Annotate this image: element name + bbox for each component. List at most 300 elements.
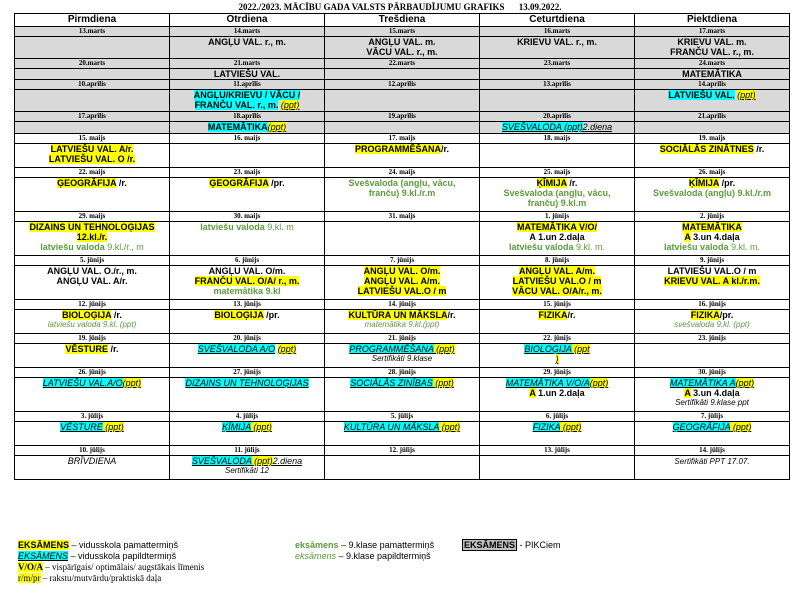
exam-cell — [480, 90, 635, 112]
exam-label: ANGĻU VAL. O/m. — [363, 266, 441, 276]
exam-note: Sertifikāti PPT 17.07. — [674, 457, 750, 466]
header-row — [15, 14, 790, 27]
exam-label: ANGĻU VAL. O./r., m. — [47, 266, 137, 276]
exam-label: LATVIEŠU VAL. — [213, 69, 281, 79]
exam-mode: /pr. — [719, 178, 736, 188]
exam-label: FRANČU VAL. r., m. — [670, 47, 754, 57]
exam-label: ANGĻU VAL. O/m. — [208, 266, 286, 276]
exam-mode: (ppt) — [122, 378, 142, 388]
date-row — [15, 212, 790, 222]
exam-label: ĢEOGRĀFIJA — [209, 178, 269, 188]
exam-cell — [480, 344, 635, 368]
exam-cell — [635, 310, 790, 334]
exam-cell — [170, 37, 325, 59]
content-row — [15, 69, 790, 80]
date-row — [15, 446, 790, 456]
exam-label: MATEMĀTIKA V/O/A — [505, 378, 590, 388]
exam-label: 3.un 4.daļa — [690, 232, 740, 242]
exam-mode: /pr. — [268, 178, 285, 188]
exam-cell — [15, 37, 170, 59]
exam-label: VĒSTURE — [60, 422, 103, 432]
exam-label: PROGRAMMĒŠANA — [354, 144, 441, 154]
date-cell: 19. maijs — [635, 134, 790, 144]
exam-mode: (ppt) — [267, 122, 287, 132]
title-main: 2022./2023. MĀCĪBU GADA VALSTS PĀRBAUDĪJUMU GRAFIKS — [238, 2, 505, 12]
day-header: Pirmdiena — [15, 14, 170, 27]
exam-cell — [480, 69, 635, 80]
exam-label: LATVIEŠU VAL. O /r. — [48, 154, 136, 164]
exam-cell — [170, 222, 325, 256]
exam-label: SVEŠVALODA — [191, 456, 252, 466]
content-row — [15, 422, 790, 446]
exam-mode: /r. — [441, 144, 450, 154]
day-header: Trešdiena — [325, 14, 480, 27]
date-cell: 31. maijs — [325, 212, 480, 222]
exam-label: LATVIEŠU VAL.A/O — [42, 378, 123, 388]
exam-mode: (ppt) — [439, 422, 461, 432]
exam-cell — [325, 266, 480, 300]
exam-mode: 9.kl.(ppt) — [406, 320, 440, 329]
date-cell: 4. jūlijs — [170, 412, 325, 422]
exam-cell — [480, 222, 635, 256]
content-row — [15, 344, 790, 368]
date-cell: 12. jūnijs — [15, 300, 170, 310]
date-cell: 22. jūnijs — [480, 334, 635, 344]
exam-cell — [15, 144, 170, 168]
exam-cell — [170, 344, 325, 368]
exam-cell — [170, 310, 325, 334]
exam-cell — [635, 422, 790, 446]
exam-mode: /r. — [116, 178, 127, 188]
exam-mode: /r. — [108, 344, 119, 354]
exam-cell — [15, 122, 170, 134]
date-cell: 8. jūnijs — [480, 256, 635, 266]
legend-item — [295, 551, 434, 562]
date-row — [15, 59, 790, 69]
exam-cell — [480, 122, 635, 134]
legend-item — [18, 540, 204, 551]
exam-cell — [635, 144, 790, 168]
content-row — [15, 378, 790, 412]
exam-label: ANGĻU VAL. A/m. — [519, 266, 595, 276]
exam-label: franču) 9.kl.m — [527, 198, 587, 208]
date-row — [15, 112, 790, 122]
exam-cell — [325, 456, 480, 480]
exam-label: svešvaloda — [674, 320, 715, 329]
date-cell: 6. jūlijs — [480, 412, 635, 422]
date-cell: 13.marts — [15, 27, 170, 37]
exam-cell — [635, 90, 790, 112]
date-cell: 22.marts — [325, 59, 480, 69]
exam-label: MATEMĀTIKA — [682, 69, 742, 79]
legend-text: - PIKCiem — [517, 540, 561, 550]
exam-label: MATEMĀTIKA — [682, 222, 742, 232]
exam-label: KULTŪRA UN MĀKSLA — [348, 310, 448, 320]
day-header: Otrdiena — [170, 14, 325, 27]
date-row — [15, 27, 790, 37]
date-cell: 23. maijs — [170, 168, 325, 178]
exam-label: franču) 9.kl./r.m — [368, 188, 436, 198]
date-row — [15, 368, 790, 378]
content-row — [15, 122, 790, 134]
legend-text: – rakstu/mutvārdu/praktiskā daļa — [40, 573, 162, 583]
exam-mode: 9.kl./r., m — [104, 242, 144, 252]
exam-label: LATVIEŠU VAL.O / m — [357, 286, 447, 296]
exam-label: BRĪVDIENA — [67, 456, 117, 466]
exam-mode: /r. — [566, 178, 578, 188]
exam-cell — [170, 456, 325, 480]
exam-mode: (ppt) — [589, 378, 609, 388]
exam-label: ĶĪMIJA — [536, 178, 567, 188]
exam-label: ĶĪMIJA — [688, 178, 720, 188]
exam-label: ĢEOGRĀFIJA — [57, 178, 117, 188]
date-row — [15, 412, 790, 422]
exam-label: SVEŠVALODA A/O — [197, 344, 276, 354]
date-cell: 12. jūlijs — [325, 446, 480, 456]
exam-label: SOCIĀLĀS ZINĪBAS — [350, 378, 433, 388]
exam-label: FRANČU VAL. O/A/ r., m. — [194, 276, 300, 286]
exam-mode: 9.kl. m. — [728, 242, 761, 252]
exam-cell — [480, 37, 635, 59]
exam-cell — [15, 178, 170, 212]
date-cell: 20. jūnijs — [170, 334, 325, 344]
date-cell: 15. maijs — [15, 134, 170, 144]
date-cell: 24. maijs — [325, 168, 480, 178]
exam-label: LATVIEŠU VAL.O / m — [667, 266, 757, 276]
exam-label: BIOLOĢIJA — [524, 344, 572, 354]
date-cell: 30. jūnijs — [635, 368, 790, 378]
date-cell: 19. jūnijs — [15, 334, 170, 344]
exam-cell — [325, 422, 480, 446]
exam-label: ANGĻU VAL. m. — [368, 37, 436, 47]
legend-swatch: eksāmens — [295, 551, 337, 561]
date-cell: 18. maijs — [480, 134, 635, 144]
exam-mode: 9.kl. (ppt) — [714, 320, 750, 329]
content-row — [15, 266, 790, 300]
exam-cell — [325, 344, 480, 368]
exam-cell — [480, 422, 635, 446]
exam-schedule-table — [14, 13, 790, 480]
day-header: Ceturtdiena — [480, 14, 635, 27]
date-cell: 13.aprīlis — [480, 80, 635, 90]
exam-cell — [170, 144, 325, 168]
exam-label: MATEMĀTIKA V/O/ — [517, 222, 597, 232]
legend-swatch: r/m/pr — [18, 573, 41, 583]
date-row — [15, 80, 790, 90]
exam-mode: /r. — [447, 310, 456, 320]
exam-cell — [325, 90, 480, 112]
legend-item — [18, 573, 204, 584]
exam-mode: 9.kl. (ppt) — [100, 320, 137, 329]
exam-cell — [325, 122, 480, 134]
date-cell: 19.aprīlis — [325, 112, 480, 122]
exam-cell — [480, 310, 635, 334]
exam-mode: /r. — [567, 310, 576, 320]
exam-mode: 2.diena — [272, 456, 303, 466]
page-title — [0, 2, 800, 12]
date-cell: 22. maijs — [15, 168, 170, 178]
exam-cell — [480, 178, 635, 212]
date-cell: 5. jūlijs — [325, 412, 480, 422]
exam-label: VĒSTURE — [65, 344, 108, 354]
date-row — [15, 134, 790, 144]
exam-cell — [15, 456, 170, 480]
exam-mode: /pr. — [263, 310, 280, 320]
exam-cell — [15, 266, 170, 300]
exam-cell — [635, 178, 790, 212]
exam-label: MATEMĀTIKA — [207, 122, 268, 132]
content-row — [15, 310, 790, 334]
exam-level: A — [684, 388, 691, 398]
exam-mode: /r. — [111, 310, 122, 320]
exam-cell — [170, 122, 325, 134]
legend-item — [295, 540, 434, 551]
legend-middle — [295, 540, 434, 562]
date-cell: 16. maijs — [170, 134, 325, 144]
content-row — [15, 222, 790, 256]
date-cell: 26. maijs — [635, 168, 790, 178]
date-cell: 15. jūnijs — [480, 300, 635, 310]
date-cell: 3. jūlijs — [15, 412, 170, 422]
date-cell: 20.aprīlis — [480, 112, 635, 122]
exam-label: latviešu valoda — [47, 320, 101, 329]
exam-cell — [170, 378, 325, 412]
date-cell: 28. jūnijs — [325, 368, 480, 378]
legend-swatch: EKSĀMENS — [464, 540, 516, 550]
content-row — [15, 144, 790, 168]
date-cell: 17. maijs — [325, 134, 480, 144]
exam-label: FIZIKA — [690, 310, 720, 320]
exam-label: BIOLOĢIJA — [62, 310, 112, 320]
date-cell: 9. jūnijs — [635, 256, 790, 266]
date-cell: 29. maijs — [15, 212, 170, 222]
exam-label: ANGĻU VAL. r., m. — [208, 37, 286, 47]
date-row — [15, 256, 790, 266]
date-cell: 21.aprīlis — [635, 112, 790, 122]
exam-label: DIZAINS UN TEHNOLOĢIJAS — [185, 378, 309, 388]
exam-cell — [170, 90, 325, 112]
date-cell: 11. jūlijs — [170, 446, 325, 456]
exam-label: latviešu valoda — [663, 242, 729, 252]
exam-mode: 9.kl. m — [264, 222, 294, 232]
exam-label: ANGĻU VAL. A/r. — [56, 276, 128, 286]
exam-cell — [15, 310, 170, 334]
legend-item — [462, 540, 561, 551]
exam-cell — [480, 456, 635, 480]
date-cell: 14.aprīlis — [635, 80, 790, 90]
exam-label: FIZIKA — [532, 422, 561, 432]
exam-label: ANGĻU/KRIEVU / VĀCU / — [193, 90, 301, 100]
legend-right — [462, 540, 561, 551]
date-cell: 14. jūlijs — [635, 446, 790, 456]
legend-left — [18, 540, 204, 584]
exam-cell — [15, 422, 170, 446]
exam-cell — [635, 266, 790, 300]
exam-level: A — [529, 388, 536, 398]
exam-mode: /r. — [753, 144, 765, 154]
date-cell: 17.marts — [635, 27, 790, 37]
exam-cell — [635, 344, 790, 368]
exam-cell — [325, 37, 480, 59]
exam-cell — [170, 266, 325, 300]
exam-label: 3.un 4.daļa — [690, 388, 740, 398]
date-cell: 24.marts — [635, 59, 790, 69]
exam-mode: 9.kl. m. — [573, 242, 606, 252]
exam-mode: (ppt) — [432, 378, 454, 388]
date-cell: 15.marts — [325, 27, 480, 37]
exam-note: Sertifikāti 12 — [224, 466, 270, 475]
exam-label: LATVIEŠU VAL.O / m — [512, 276, 602, 286]
exam-cell — [15, 344, 170, 368]
exam-cell — [635, 222, 790, 256]
date-cell: 5. jūnijs — [15, 256, 170, 266]
exam-label: PROGRAMMĒŠANA — [349, 344, 434, 354]
exam-cell — [635, 378, 790, 412]
exam-label: latviešu valoda — [40, 242, 105, 252]
date-cell: 6. jūnijs — [170, 256, 325, 266]
exam-mode: (ppt) — [250, 422, 272, 432]
legend-text: – vidusskola pamattermiņš — [69, 540, 179, 550]
exam-mode: (ppt) — [251, 456, 273, 466]
exam-cell — [635, 69, 790, 80]
date-cell: 11.aprīlis — [170, 80, 325, 90]
date-cell: 26. jūnijs — [15, 368, 170, 378]
date-cell: 16.marts — [480, 27, 635, 37]
exam-label: LATVIEŠU VAL. A/r. — [50, 144, 134, 154]
exam-label: 1.un 2.daļa — [535, 388, 585, 398]
date-cell: 7. jūnijs — [325, 256, 480, 266]
exam-label: latviešu valoda — [200, 222, 265, 232]
exam-label: ANGĻU VAL. A/m. — [364, 276, 440, 286]
date-row — [15, 300, 790, 310]
exam-mode: (ppt) — [102, 422, 124, 432]
date-cell: 21.marts — [170, 59, 325, 69]
exam-cell — [15, 378, 170, 412]
exam-label: matemātika — [364, 320, 406, 329]
date-cell: 14. jūnijs — [325, 300, 480, 310]
date-cell: 18.aprīlis — [170, 112, 325, 122]
date-cell: 25. maijs — [480, 168, 635, 178]
exam-cell — [325, 178, 480, 212]
exam-cell — [325, 69, 480, 80]
exam-label: SVEŠVALODA (ppt) — [501, 122, 583, 132]
exam-mode: (ppt — [571, 344, 590, 354]
exam-label: KULTŪRA UN MĀKSLA — [343, 422, 440, 432]
exam-mode: (ppt) — [433, 344, 455, 354]
exam-label: MATEMĀTIKA A — [669, 378, 736, 388]
content-row — [15, 178, 790, 212]
date-cell: 13. jūnijs — [170, 300, 325, 310]
date-cell: 12.aprīlis — [325, 80, 480, 90]
content-row — [15, 37, 790, 59]
content-row — [15, 90, 790, 112]
exam-label: DIZAINS UN TEHNOLOĢIJAS — [29, 222, 155, 232]
date-cell: 30. maijs — [170, 212, 325, 222]
exam-label: FIZIKA — [538, 310, 568, 320]
exam-cell — [635, 122, 790, 134]
exam-mode: (ppt) — [737, 90, 756, 100]
exam-mode: 2.diena — [582, 122, 613, 132]
exam-label: 12.kl./r. — [76, 232, 108, 242]
exam-cell — [325, 310, 480, 334]
exam-cell — [170, 422, 325, 446]
exam-label: LATVIEŠU VAL. — [668, 90, 735, 100]
date-cell: 1. jūnijs — [480, 212, 635, 222]
exam-label: A 1.un 2.daļa — [529, 232, 585, 242]
exam-cell — [15, 69, 170, 80]
exam-mode: (ppt) — [560, 422, 582, 432]
date-row — [15, 334, 790, 344]
day-header: Piektdiena — [635, 14, 790, 27]
exam-mode: /pr. — [719, 310, 734, 320]
exam-cell — [325, 378, 480, 412]
exam-label: KRIEVU VAL. A kl./r.m. — [664, 276, 760, 286]
exam-cell — [15, 222, 170, 256]
exam-cell — [635, 456, 790, 480]
exam-mode: (ppt) — [735, 378, 755, 388]
date-cell: 13. jūlijs — [480, 446, 635, 456]
exam-label: ĢEOGRĀFIJA — [672, 422, 731, 432]
exam-label: FRANČU VAL. r., m. — [194, 100, 279, 110]
exam-cell — [170, 69, 325, 80]
exam-label: latviešu valoda — [508, 242, 574, 252]
exam-label: BIOLOĢIJA — [214, 310, 264, 320]
exam-cell — [325, 144, 480, 168]
date-cell: 20.marts — [15, 59, 170, 69]
exam-label: SOCIĀLĀS ZINĀTNES — [659, 144, 754, 154]
exam-mode: ) — [555, 354, 559, 364]
date-cell: 27. jūnijs — [170, 368, 325, 378]
exam-label: matemātika 9.kl — [213, 286, 281, 296]
exam-label: Svešvaloda (angļu) 9.kl./r.m — [652, 188, 772, 198]
exam-level: A — [684, 232, 691, 242]
legend-item — [18, 551, 204, 562]
date-cell: 21. jūnijs — [325, 334, 480, 344]
legend-swatch: EKSĀMENS — [18, 551, 69, 561]
exam-label: KRIEVU VAL. m. — [677, 37, 747, 47]
legend-swatch: V/O/A — [18, 562, 44, 572]
date-row — [15, 168, 790, 178]
legend-text: – 9.klase papildtermiņš — [336, 551, 431, 561]
date-cell: 2. jūnijs — [635, 212, 790, 222]
date-cell: 14.marts — [170, 27, 325, 37]
exam-label: VĀCU VAL. r., m. — [366, 47, 438, 57]
legend-swatch: eksāmens — [295, 540, 339, 550]
exam-cell — [480, 144, 635, 168]
exam-cell — [15, 90, 170, 112]
exam-note: Sertifikāti 9.klase ppt — [675, 398, 749, 407]
exam-label: KRIEVU VAL. r., m. — [517, 37, 597, 47]
exam-mode: (ppt) — [280, 100, 300, 110]
exam-label: VĀCU VAL. O/A/r., m. — [512, 286, 602, 296]
exam-label: ĶĪMIJA — [222, 422, 251, 432]
exam-cell — [480, 378, 635, 412]
content-row — [15, 456, 790, 480]
exam-cell — [325, 222, 480, 256]
date-cell: 23.marts — [480, 59, 635, 69]
exam-cell — [635, 37, 790, 59]
legend-item — [18, 562, 204, 573]
title-date: 13.09.2022. — [518, 2, 562, 12]
exam-note: Sertifikāti 9.klase — [371, 354, 433, 363]
legend-swatch: EKSĀMENS — [18, 540, 70, 550]
date-cell: 17.aprīlis — [15, 112, 170, 122]
legend-text: – vispārīgais/ optimālais/ augstākais līmenis — [43, 562, 205, 572]
exam-mode: (ppt) — [277, 344, 297, 354]
date-cell: 10.aprīlis — [15, 80, 170, 90]
legend-text: – 9.klase pamattermiņš — [338, 540, 435, 550]
date-cell: 29. jūnijs — [480, 368, 635, 378]
